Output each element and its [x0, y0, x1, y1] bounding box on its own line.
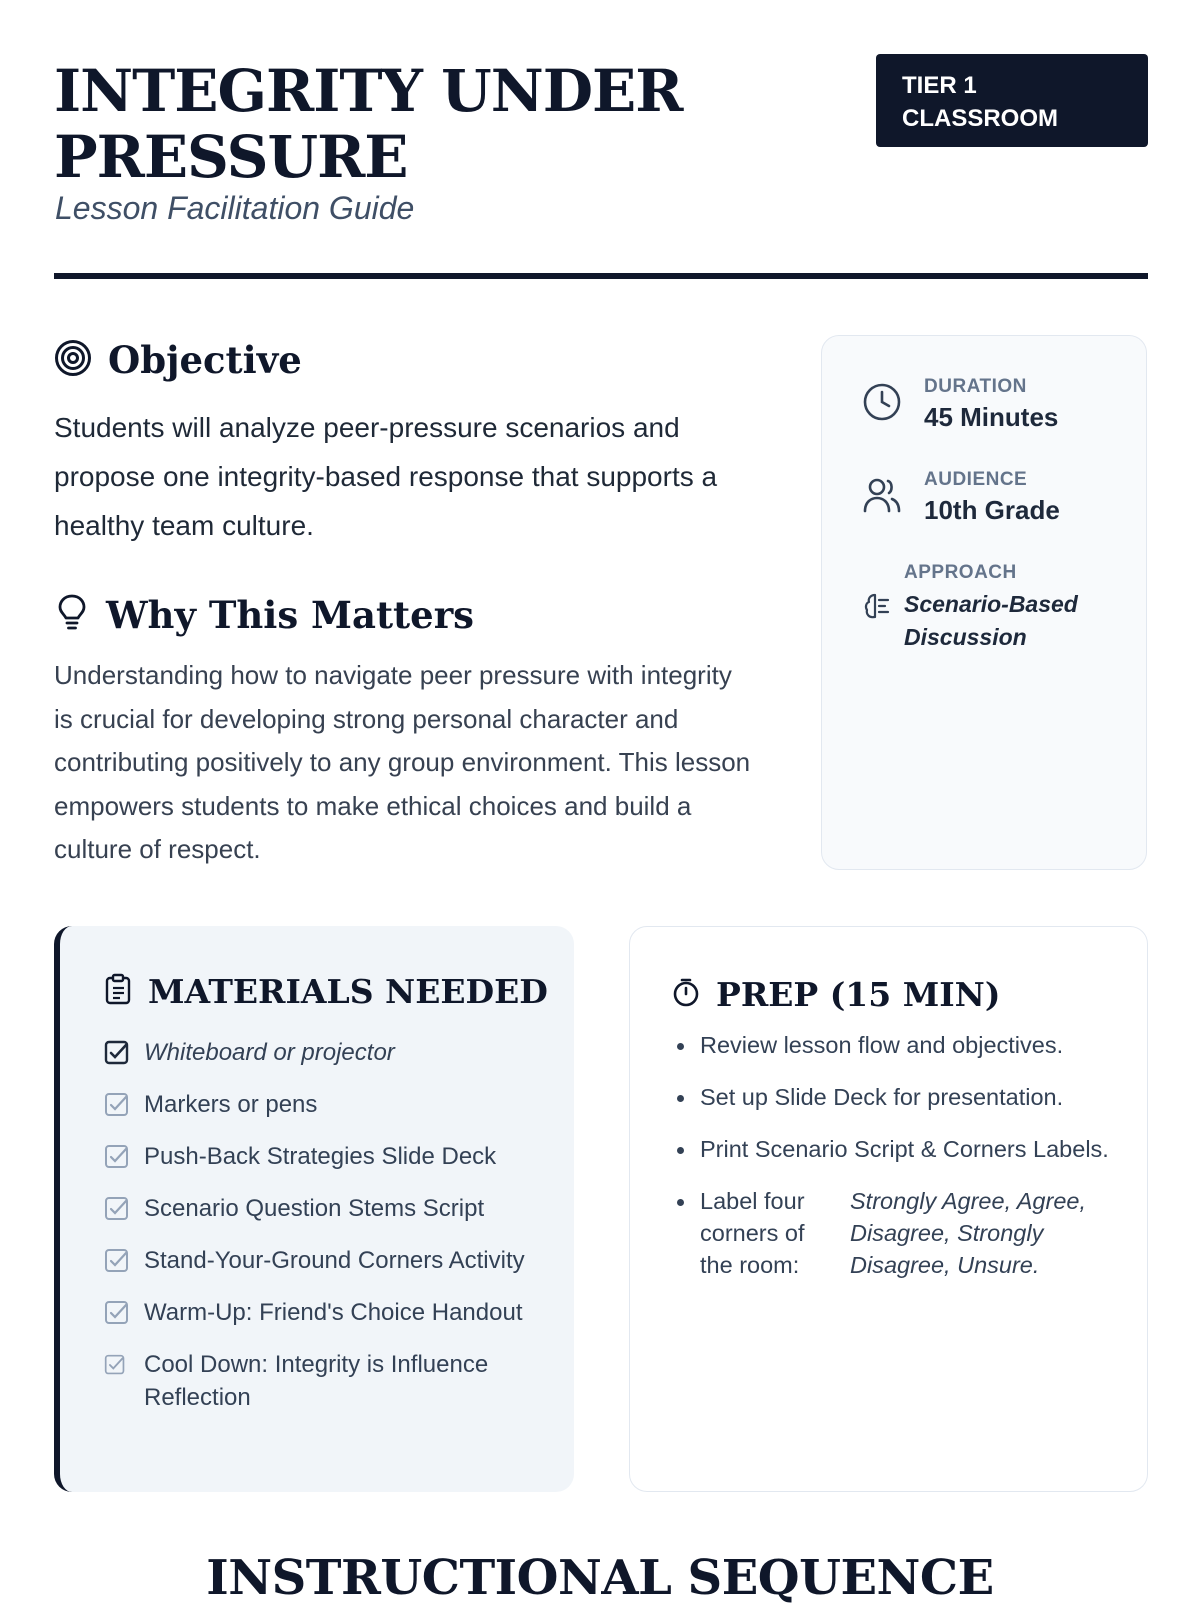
page-title: INTEGRITY UNDER PRESSURE — [54, 57, 683, 191]
checkbox-checked-icon — [104, 1092, 130, 1127]
why-heading — [54, 592, 474, 637]
stopwatch-icon — [672, 977, 700, 1012]
material-label: Markers or pens — [144, 1091, 318, 1118]
list-item: Review lesson flow and objectives. — [675, 1029, 1115, 1062]
list-item — [104, 1244, 544, 1283]
instructional-sequence-heading: INSTRUCTIONAL SEQUENCE — [206, 1550, 994, 1606]
material-label: Stand-Your-Ground Corners Activity — [144, 1247, 525, 1274]
corners-label: Label four corners of the room: — [700, 1188, 805, 1278]
checkbox-checked-icon — [104, 1352, 130, 1414]
users-icon — [862, 475, 902, 520]
tier-badge-line1: TIER 1 — [902, 72, 977, 99]
list-item — [104, 1036, 544, 1075]
material-label: Scenario Question Stems Script — [144, 1195, 485, 1222]
prep-card — [629, 926, 1148, 1492]
corners-values: Strongly Agree, Agree, Disagree, Strongly Disagree, Unsure. — [850, 1188, 1086, 1278]
checkbox-checked-icon — [104, 1040, 130, 1075]
checkbox-checked-icon — [104, 1300, 130, 1335]
checkbox-checked-icon — [104, 1196, 130, 1231]
checkbox-checked-icon — [104, 1248, 130, 1283]
approach-value: Scenario-Based Discussion — [904, 591, 1078, 650]
duration-value: 45 Minutes — [924, 402, 1059, 432]
prep-list — [675, 1029, 1115, 1300]
list-item — [104, 1088, 544, 1127]
materials-list — [104, 1036, 544, 1427]
list-item — [675, 1185, 1115, 1281]
audience-value: 10th Grade — [924, 495, 1060, 525]
clock-icon — [862, 382, 902, 427]
prep-heading-text: PREP (15 MIN) — [716, 975, 1001, 1014]
objective-text: Students will analyze peer-pressure scenarios and propose one integrity-based response that supports a healthy team culture. — [54, 412, 718, 541]
duration-item — [862, 376, 1058, 433]
page-subtitle: Lesson Facilitation Guide — [55, 190, 415, 226]
target-icon — [54, 339, 92, 382]
materials-card — [54, 926, 574, 1492]
list-item: Print Scenario Script & Corners Labels. — [675, 1133, 1115, 1166]
list-item — [104, 1348, 544, 1414]
checkbox-checked-icon — [104, 1144, 130, 1179]
objective-heading-text: Objective — [108, 338, 302, 382]
approach-label: APPROACH — [904, 562, 1017, 583]
why-text: Understanding how to navigate peer pressure with integrity is crucial for developing strong personal character and contributing positively to any group environment. This lesson empowers students to make ethical choices and build a culture of respect. — [54, 660, 751, 864]
tier-badge — [876, 54, 1148, 147]
header-divider — [54, 273, 1148, 279]
list-item: Set up Slide Deck for presentation. — [675, 1081, 1115, 1114]
tier-badge-line2: CLASSROOM — [902, 105, 1058, 132]
why-heading-text: Why This Matters — [106, 592, 475, 637]
material-label: Whiteboard or projector — [144, 1039, 395, 1066]
audience-label: AUDIENCE — [924, 469, 1028, 490]
clipboard-icon — [104, 973, 132, 1010]
material-label: Warm-Up: Friend's Choice Handout — [144, 1299, 523, 1326]
lesson-info-card — [821, 335, 1147, 870]
lightbulb-icon — [54, 592, 90, 637]
objective-heading — [54, 338, 302, 382]
materials-heading — [104, 972, 548, 1011]
list-item — [104, 1192, 544, 1231]
brain-icon — [862, 591, 892, 626]
list-item — [104, 1296, 544, 1335]
prep-heading — [672, 975, 1000, 1014]
list-item — [104, 1140, 544, 1179]
duration-label: DURATION — [924, 376, 1027, 397]
materials-heading-text: MATERIALS NEEDED — [148, 972, 548, 1011]
audience-item — [862, 469, 1060, 526]
material-label: Push-Back Strategies Slide Deck — [144, 1143, 497, 1170]
material-label: Cool Down: Integrity is Influence Reflection — [144, 1351, 489, 1411]
approach-item — [862, 562, 1104, 654]
